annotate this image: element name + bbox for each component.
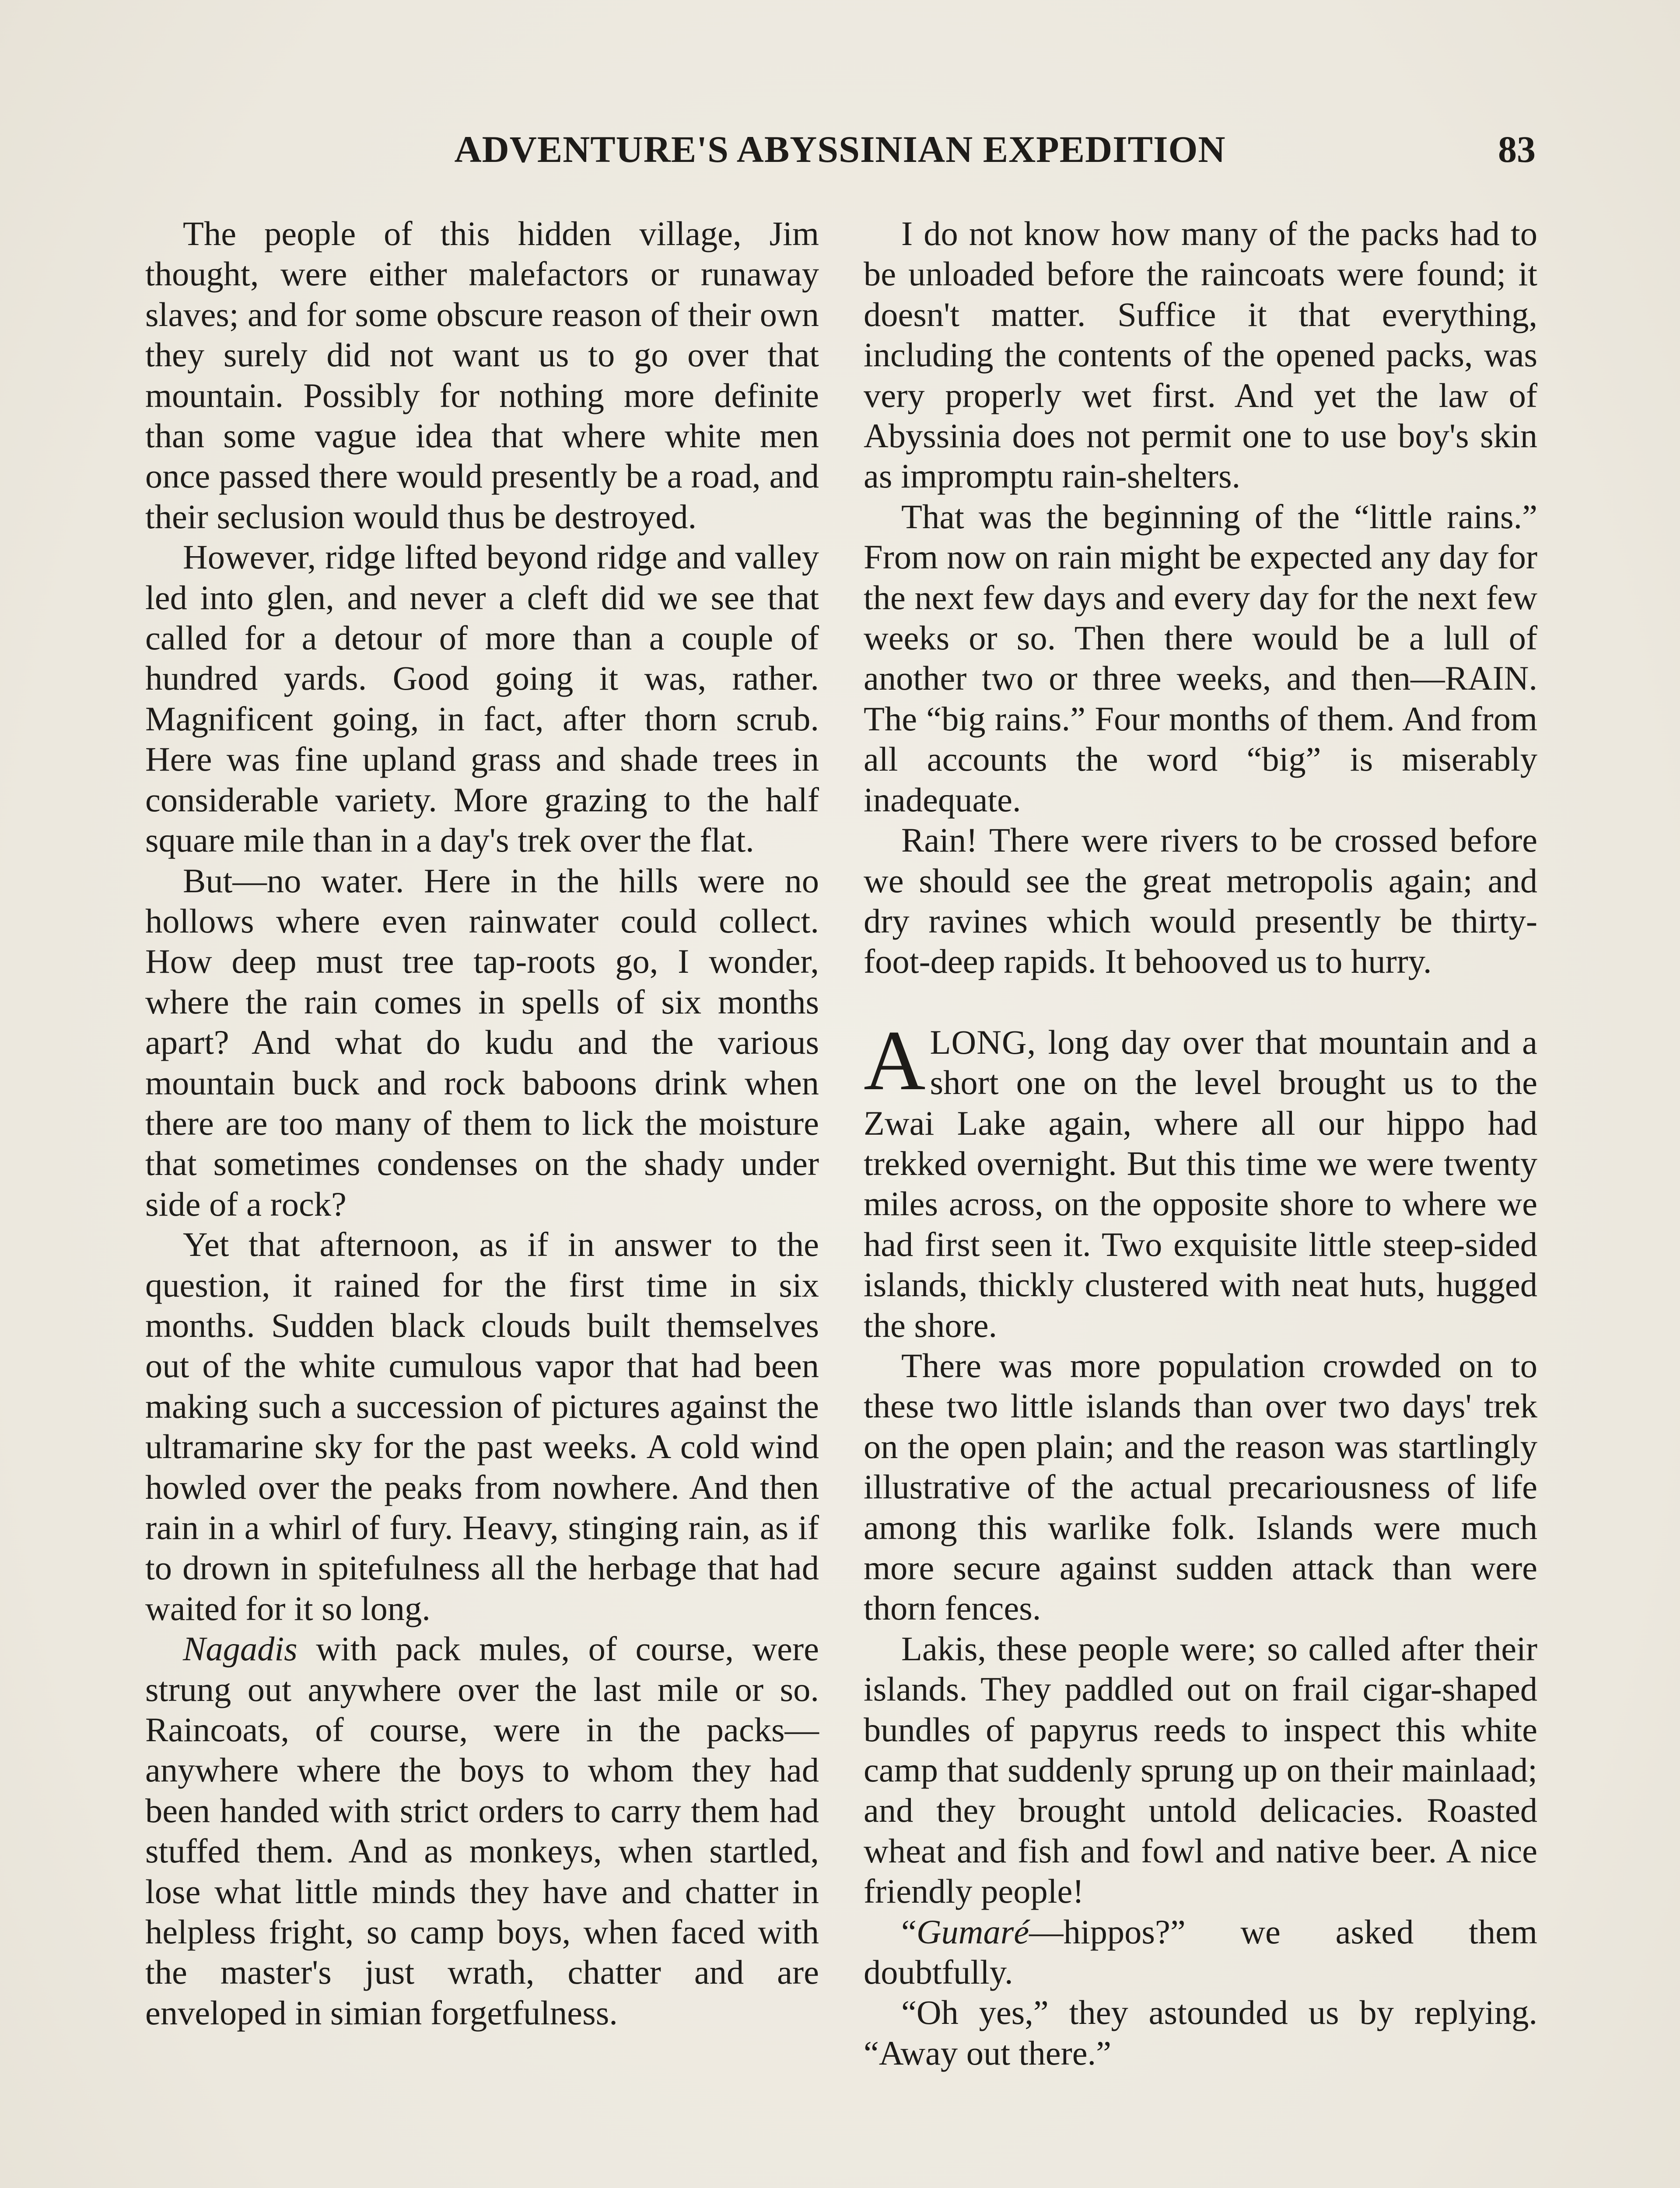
left-column (145, 214, 819, 2033)
page-number: 83 (1498, 128, 1536, 170)
paragraph (145, 1629, 819, 2033)
paragraph: Rain! There were rivers to be crossed before we should see the great metropolis again; and dry ravines which would presently be thirty-foot-deep rapids. It behooved us to hurry. (864, 821, 1537, 981)
drop-cap: A (864, 1013, 926, 1108)
paragraph-text: —hippos?” we asked them doubtfully. (864, 1912, 1537, 1992)
paragraph: That was the beginning of the “little rains.” From now on rain might be expected any day for the next few days and every day for the next few weeks or so. Then there would be a lull of another two or three weeks, and then—RAIN. The “big rains.” Four months of them. And from all accounts the word “big” is miserably inadequate. (864, 497, 1537, 819)
italic-word: Nagadis (183, 1630, 298, 1668)
running-title: ADVENTURE'S ABYSSINIAN EXPEDITION (454, 128, 1226, 170)
lead-in-caps: LONG, (930, 1023, 1036, 1061)
paragraph: But—no water. Here in the hills were no hollows where even rainwater could collect. How deep must tree tap-roots go, I wonder, where the rain comes in spells of six months apart? And what do kudu and the various mountain buck and rock baboons drink when there are too many of them to lick the moisture that sometimes condenses on the shady under side of a rock? (145, 861, 819, 1223)
paragraph: However, ridge lifted beyond ridge and valley led into glen, and never a cleft did we see that called for a detour of more than a couple of hundred yards. Good going it was, rather. Magnificent going, in fact, after thorn scrub. Here was fine upland grass and shade trees in considerable variety. More grazing to the half square mile than in a day's trek over the flat. (145, 538, 819, 859)
paragraph (864, 1912, 1537, 1993)
paragraph: “Oh yes,” they astounded us by replying. “Away out there.” (864, 1993, 1537, 2072)
italic-word: Gumaré (916, 1912, 1029, 1951)
paragraph: The people of this hidden village, Jim thought, were either malefactors or runaway slaves; and for some obscure reason of their own they surely did not want us to go over that mountain. Possibly for nothing more definite than some vague idea that where white men once passed there would presently be a road, and their seclusion would thus be destroyed. (145, 214, 819, 536)
paragraph: There was more population crowded on to these two little islands than over two days' trek on the open plain; and the reason was startlingly illustrative of the actual precariousness of life among this warlike folk. Islands were much more secure against sudden attack than were thorn fences. (864, 1346, 1537, 1627)
paragraph: I do not know how many of the packs had to be unloaded before the raincoats were found; it doesn't matter. Suffice it that everything, including the contents of the opened packs, was very properly wet first. And yet the law of Abyssinia does not permit one to use boy's skin as impromptu rain-shelters. (864, 214, 1537, 495)
paragraph-text: long day over that mountain and a short one on the level brought us to the Zwai Lake again, where all our hippo had trekked overnight. But this time we were twenty miles across, on the opposite shore to where we had first seen it. Two exquisite little steep-sided islands, thickly clustered with neat huts, hugged the shore. (864, 1023, 1537, 1344)
section-opening-paragraph (864, 1013, 1537, 1346)
paragraph: Lakis, these people were; so called after their islands. They paddled out on frail cigar-shaped bundles of papyrus reeds to inspect this white camp that suddenly sprung up on their mainlaad; and they brought untold delicacies. Roasted wheat and fish and fowl and native beer. A nice friendly people! (864, 1629, 1537, 1911)
right-column (864, 214, 1537, 2073)
running-header (144, 125, 1536, 173)
paragraph-text: with pack mules, of course, were strung out anywhere over the last mile or so. Raincoats, of course, were in the packs—anywhere where the boys to whom they had been handed with strict orders to carry them had stuffed them. And as monkeys, when startled, lose what little minds they have and chatter in helpless fright, so camp boys, when faced with the master's just wrath, chatter and are enveloped in simian forgetfulness. (145, 1630, 819, 2032)
open-quote: “ (901, 1912, 917, 1951)
paragraph: Yet that afternoon, as if in answer to the question, it rained for the first time in six months. Sudden black clouds built themselves out of the white cumulous vapor that had been making such a succession of pictures against the ultramarine sky for the past weeks. A cold wind howled over the peaks from nowhere. And then rain in a whirl of fury. Heavy, stinging rain, as if to drown in spitefulness all the herbage that had waited for it so long. (145, 1225, 819, 1627)
